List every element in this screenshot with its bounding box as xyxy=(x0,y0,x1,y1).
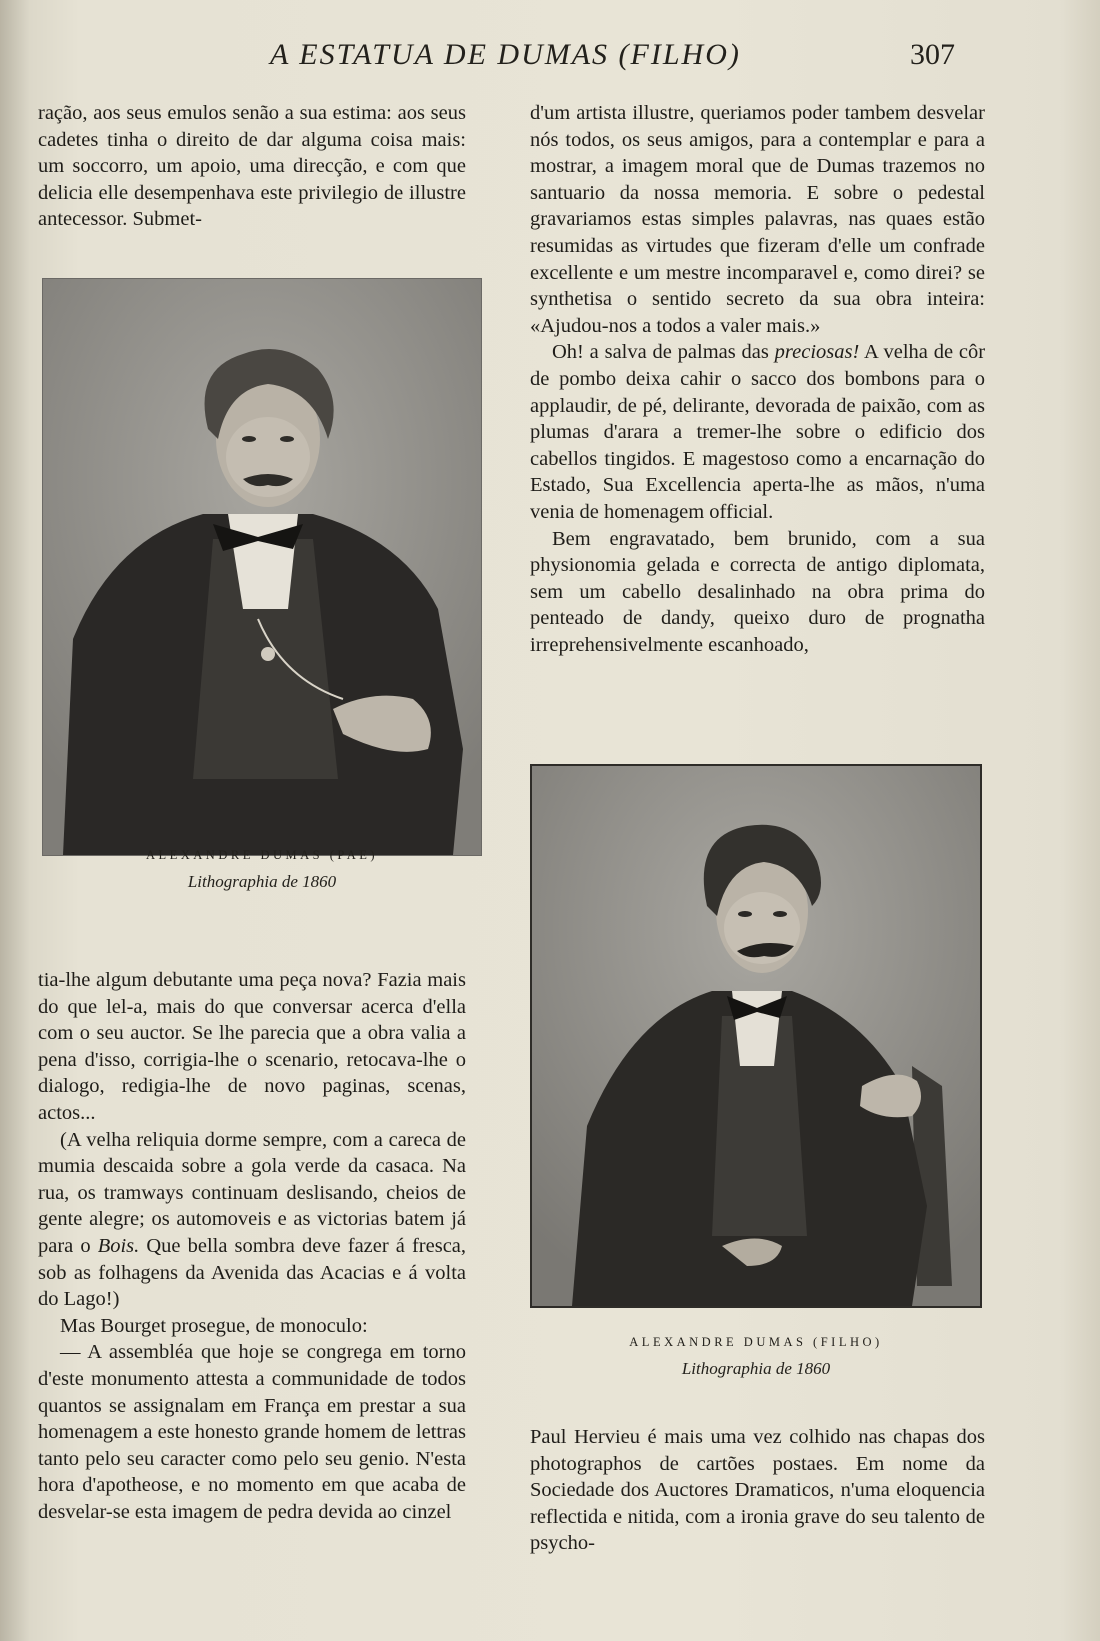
figure-caption-sub: Lithographia de 1860 xyxy=(187,872,337,891)
page-number: 307 xyxy=(910,38,955,71)
emphasis-text: preciosas! xyxy=(774,341,860,364)
paragraph: Paul Hervieu é mais uma vez colhido nas chapas dos photographos de cartões postaes. Em nome da Sociedade dos Auctores Dramaticos, n'uma eloquencia reflectida e nitida, com a ironia grave do seu talento de psycho- xyxy=(530,1426,985,1555)
paragraph: Mas Bourget prosegue, de monoculo: xyxy=(60,1314,368,1337)
figure-dumas-filho xyxy=(526,762,986,1402)
page-header xyxy=(0,34,1100,74)
text-span: (A velha reliquia dorme sempre, com a careca de mumia descaida sobre a gola verde da casaca. Na rua, os tramways continuam deslisando, cheios de gente alegre; os automoveis e as victorias batem já para o xyxy=(38,1128,466,1257)
paragraph: — A assembléa que hoje se congrega em torno d'este monumento attesta a communidade de todos quantos se assignalam em França em prestar a sua homenagem a este honesto grande homem de lettras tanto pelo seu caracter como pelo seu genio. N'esta hora d'apotheose, e no momento em que acaba de desvelar-se esta imagem de pedra devida ao cinzel xyxy=(38,1341,466,1523)
paragraph xyxy=(530,339,985,525)
paragraph: Bem engravatado, bem brunido, com a sua physionomia gelada e correcta de antigo diplomata, sem um cabello desalinhado na obra prima do penteado de dandy, queixo duro de prognatha irreprehensivelmente escanhoado, xyxy=(530,527,985,656)
left-top-paragraph xyxy=(38,100,466,233)
portrait-illustration-icon xyxy=(530,764,982,1308)
text-span: Oh! a salva de palmas das xyxy=(552,341,769,364)
text-span: A velha de côr de pombo deixa cahir o sacco dos bombons para o applaudir, de pé, delirante, devorada de paixão, com as plumas d'arara a tremer-lhe sobre o edificio dos cabellos tingidos. E magestoso como a encarnação do Estado, Sua Excellencia aperta-lhe as mãos, n'uma venia de homenagem official. xyxy=(530,341,986,523)
right-top-text xyxy=(530,100,985,658)
emphasis-text: Bois. xyxy=(97,1234,140,1257)
figure-dumas-pae xyxy=(40,278,484,928)
figure-caption-name: ALEXANDRE DUMAS (FILHO) xyxy=(629,1335,883,1349)
figure-caption-name: ALEXANDRE DUMAS (PAE) xyxy=(145,848,379,862)
left-bottom-text xyxy=(38,967,466,1525)
figure-caption-sub: Lithographia de 1860 xyxy=(681,1359,831,1378)
text-span: Que bella sombra deve fazer á fresca, sob as folhagens da Avenida das Acacias e á volta do Lago!) xyxy=(38,1234,467,1311)
portrait-illustration-icon xyxy=(42,278,482,856)
paragraph: tia-lhe algum debutante uma peça nova? Fazia mais do que lel-a, mais do que conversar acerca d'ella com o seu auctor. Se lhe parecia que a obra valia a pena d'isso, corrigia-lhe o scenario, retocava-lhe o dialogo, redigia-lhe de novo paginas, scenas, actos... xyxy=(38,969,466,1124)
paragraph: ração, aos seus emulos senão a sua estima: aos seus cadetes tinha o direito de dar alguma coisa mais: um soccorro, um apoio, uma direcção, e com que delicia elle desempenhava este privilegio de illustre antecessor. Submet- xyxy=(38,102,466,231)
running-title: A ESTATUA DE DUMAS (FILHO) xyxy=(270,38,741,71)
paragraph xyxy=(38,1127,466,1313)
paragraph: d'um artista illustre, queriamos poder tambem desvelar nós todos, os seus amigos, para a contemplar e para a mostrar, a imagem moral que de Dumas trazemos no santuario da nossa memoria. E sobre o pedestal gravariamos estas simples palavras, nas quaes estão resumidas as virtudes que fizeram d'elle um confrade excellente e um mestre incomparavel e, como direi? se synthetisa o sentido secreto da sua obra inteira: «Ajudou-nos a todos a valer mais.» xyxy=(530,102,985,337)
right-bottom-text xyxy=(530,1424,985,1557)
